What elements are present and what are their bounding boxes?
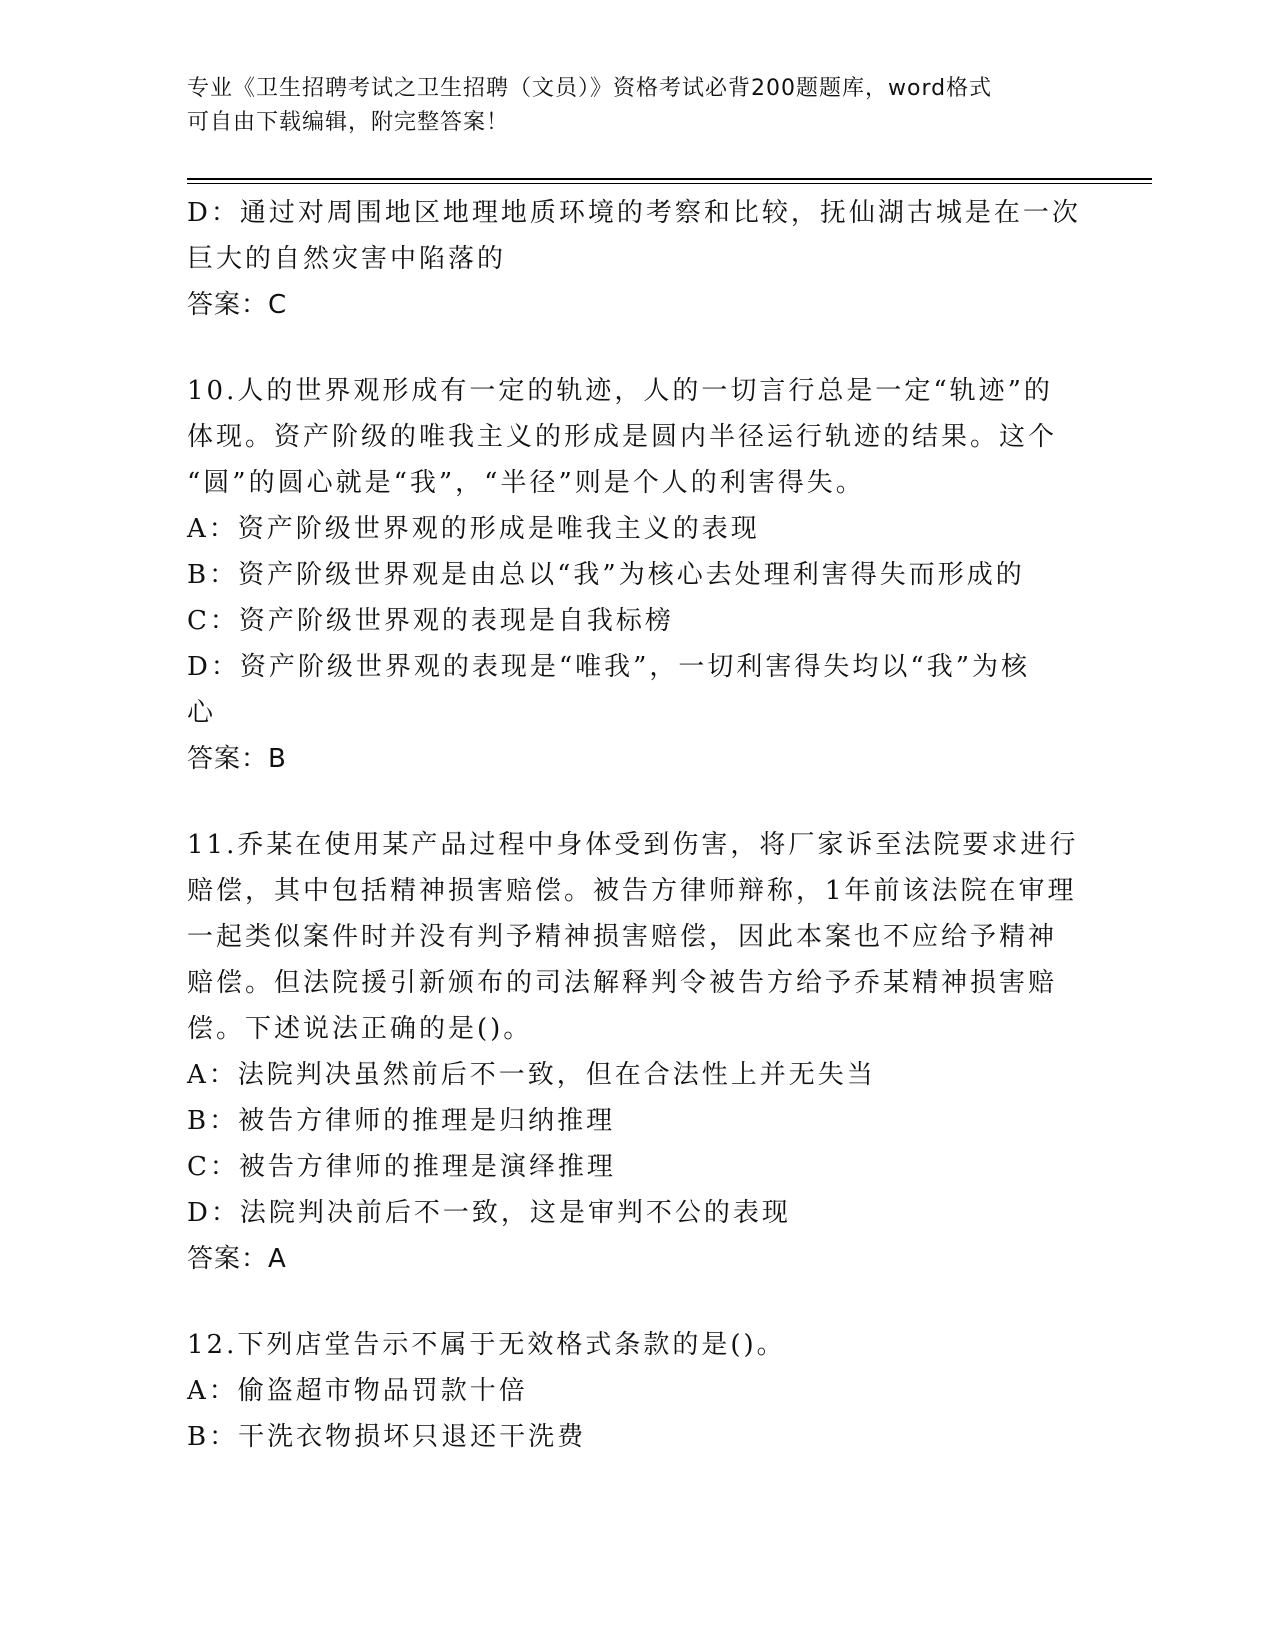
q10-option-a: A：资产阶级世界观的形成是唯我主义的表现 <box>187 514 760 544</box>
q12-option-b: B：干洗衣物损坏只退还干洗费 <box>187 1422 587 1452</box>
q10-option-d-line-1: D：资产阶级世界观的表现是“唯我”，一切利害得失均以“我”为核 <box>187 652 1031 682</box>
question-9-tail <box>187 190 1087 328</box>
q11-option-b: B：被告方律师的推理是归纳推理 <box>187 1106 616 1136</box>
q11-option-c: C：被告方律师的推理是演绎推理 <box>187 1152 616 1182</box>
q9-option-d-line-2: 巨大的自然灾害中陷落的 <box>187 244 507 274</box>
q11-option-a: A：法院判决虽然前后不一致，但在合法性上并无失当 <box>187 1060 876 1090</box>
spacer <box>187 328 1087 368</box>
q10-stem-line-1: 10.人的世界观形成有一定的轨迹，人的一切言行总是一定“轨迹”的 <box>187 376 1053 406</box>
question-11 <box>187 822 1087 1282</box>
q11-answer: 答案：A <box>187 1244 287 1274</box>
spacer <box>187 1282 1087 1322</box>
header-line-2: 可自由下载编辑，附完整答案！ <box>187 110 510 135</box>
q11-option-d: D：法院判决前后不一致，这是审判不公的表现 <box>187 1198 791 1228</box>
q10-stem-line-2: 体现。资产阶级的唯我主义的形成是圆内半径运行轨迹的结果。这个 <box>187 422 1058 452</box>
header-divider-thin <box>187 183 1152 184</box>
q12-stem-line-1: 12.下列店堂告示不属于无效格式条款的是()。 <box>187 1330 786 1360</box>
q10-answer: 答案：B <box>187 744 287 774</box>
question-12 <box>187 1322 1087 1460</box>
q11-stem-line-1: 11.乔某在使用某产品过程中身体受到伤害，将厂家诉至法院要求进行 <box>187 830 1079 860</box>
document-header <box>187 72 1087 140</box>
spacer <box>187 782 1087 822</box>
q9-option-d-line-1: D：通过对周围地区地理地质环境的考察和比较，抚仙湖古城是在一次 <box>187 198 1081 228</box>
document-body <box>187 190 1087 1460</box>
q10-option-d-line-2: 心 <box>187 698 217 728</box>
q10-option-c: C：资产阶级世界观的表现是自我标榜 <box>187 606 674 636</box>
header-line-1: 专业《卫生招聘考试之卫生招聘（文员）》资格考试必背200题题库，word格式 <box>187 76 993 101</box>
header-divider-thick <box>187 178 1152 180</box>
q11-stem-line-2: 赔偿，其中包括精神损害赔偿。被告方律师辩称，1年前该法院在审理 <box>187 876 1077 906</box>
q11-stem-line-5: 偿。下述说法正确的是()。 <box>187 1014 533 1044</box>
q10-option-b: B：资产阶级世界观是由总以“我”为核心去处理利害得失而形成的 <box>187 560 1025 590</box>
q11-stem-line-4: 赔偿。但法院援引新颁布的司法解释判令被告方给予乔某精神损害赔 <box>187 968 1058 998</box>
q12-option-a: A：偷盗超市物品罚款十倍 <box>187 1376 528 1406</box>
q10-stem-line-3: “圆”的圆心就是“我”，“半径”则是个人的利害得失。 <box>187 468 865 498</box>
q9-answer: 答案：C <box>187 290 288 320</box>
q11-stem-line-3: 一起类似案件时并没有判予精神损害赔偿，因此本案也不应给予精神 <box>187 922 1058 952</box>
question-10 <box>187 368 1087 782</box>
